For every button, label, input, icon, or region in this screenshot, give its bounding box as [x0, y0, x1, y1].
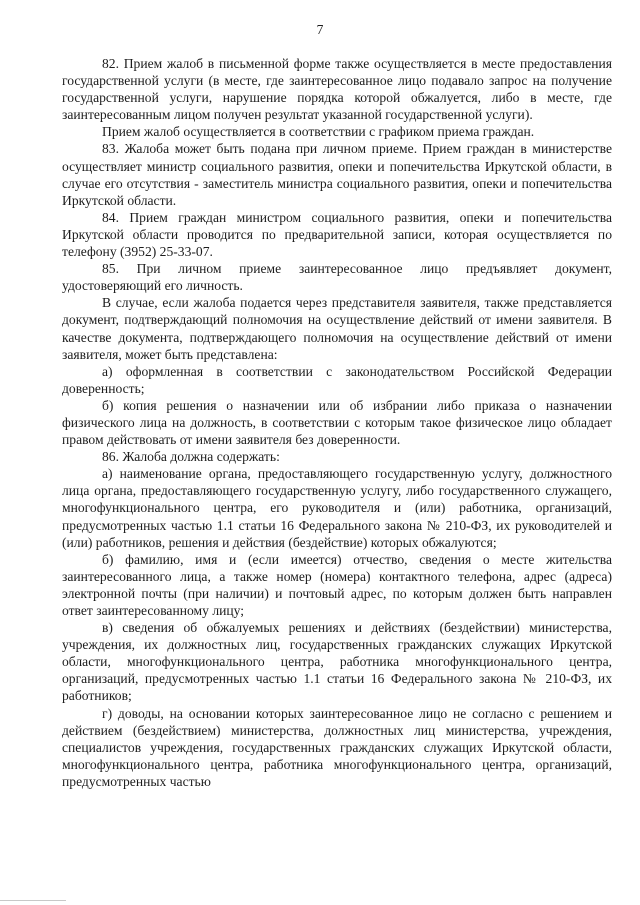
paragraph-item-b-decision-copy: б) копия решения о назначении или об избрании либо приказа о назначении физического лица на должность, в соответствии с которым такое физическое лицо обладает правом действовать от имени заявителя без доверенности. — [62, 397, 612, 448]
paragraph-item-a-power-of-attorney: а) оформленная в соответствии с законодательством Российской Федерации доверенность; — [62, 363, 612, 396]
paragraph-86-item-v: в) сведения об обжалуемых решениях и действиях (бездействии) министерства, учреждения, их должностных лиц, государственных гражданских служащих Иркутской области, многофункционального центра, работника многофункционального центра, организаций, предусмотренных частью 1.1 статьи 16 Федерального закона № 210-ФЗ, их работников; — [62, 620, 612, 704]
paragraph-reception-schedule: Прием жалоб осуществляется в соответствии с графиком приема граждан. — [102, 124, 535, 140]
paragraph-representative: В случае, если жалоба подается через представителя заявителя, также представляется документ, подтверждающий полномочия на осуществление действий от имени заявителя. В качестве документа, подтверждающего полномочия на осуществление действий от имени заявителя, может быть представлена: — [62, 295, 612, 362]
page-number: 7 — [316, 22, 324, 37]
paragraph-86: 86. Жалоба должна содержать: — [102, 449, 280, 465]
paragraph-82: 82. Прием жалоб в письменной форме также осуществляется в месте предоставления государственной услуги (в месте, где заинтересованное лицо подавало запрос на получение государственной услуги, нарушение порядка которой обжалуется, либо в месте, где заинтересованным лицом получен результат указанной государственной услуги). — [62, 56, 612, 123]
paragraph-83: 83. Жалоба может быть подана при личном приеме. Прием граждан в министерстве осуществляет министр социального развития, опеки и попечительства Иркутской области, в случае его отсутствия - заместитель министра социального развития, опеки и попечительства Иркутской области. — [62, 141, 612, 208]
paragraph-86-item-g: г) доводы, на основании которых заинтересованное лицо не согласно с решением и действием (бездействием) министерства, должностных лиц министерства, учреждения, специалистов учреждения, государственных гражданских служащих Иркутской области, многофункционального центра, работника многофункционального центра, организаций, предусмотренных частью — [62, 705, 612, 789]
document-body — [62, 55, 612, 790]
paragraph-85: 85. При личном приеме заинтересованное лицо предъявляет документ, удостоверяющий его личность. — [62, 261, 612, 294]
paragraph-84: 84. Прием граждан министром социального развития, опеки и попечительства Иркутской области проводится по предварительной записи, которая осуществляется по телефону (3952) 25-33-07. — [62, 209, 612, 260]
paragraph-86-item-b: б) фамилию, имя и (если имеется) отчество, сведения о месте жительства заинтересованного лица, а также номер (номера) контактного телефона, адрес (адреса) электронной почты (при наличии) и почтовый адрес, по которым должен быть направлен ответ заинтересованному лицу; — [62, 551, 612, 618]
paragraph-86-item-a: а) наименование органа, предоставляющего государственную услугу, должностного лица органа, предоставляющего государственную услугу, либо государственного служащего, многофункционального центра, его руководителя и (или) работника, организаций, предусмотренных частью 1.1 статьи 16 Федерального закона № 210-ФЗ, их руководителей и (или) работников, решения и действия (бездействие) которых обжалуются; — [62, 466, 612, 550]
scan-edge-line — [0, 900, 66, 901]
